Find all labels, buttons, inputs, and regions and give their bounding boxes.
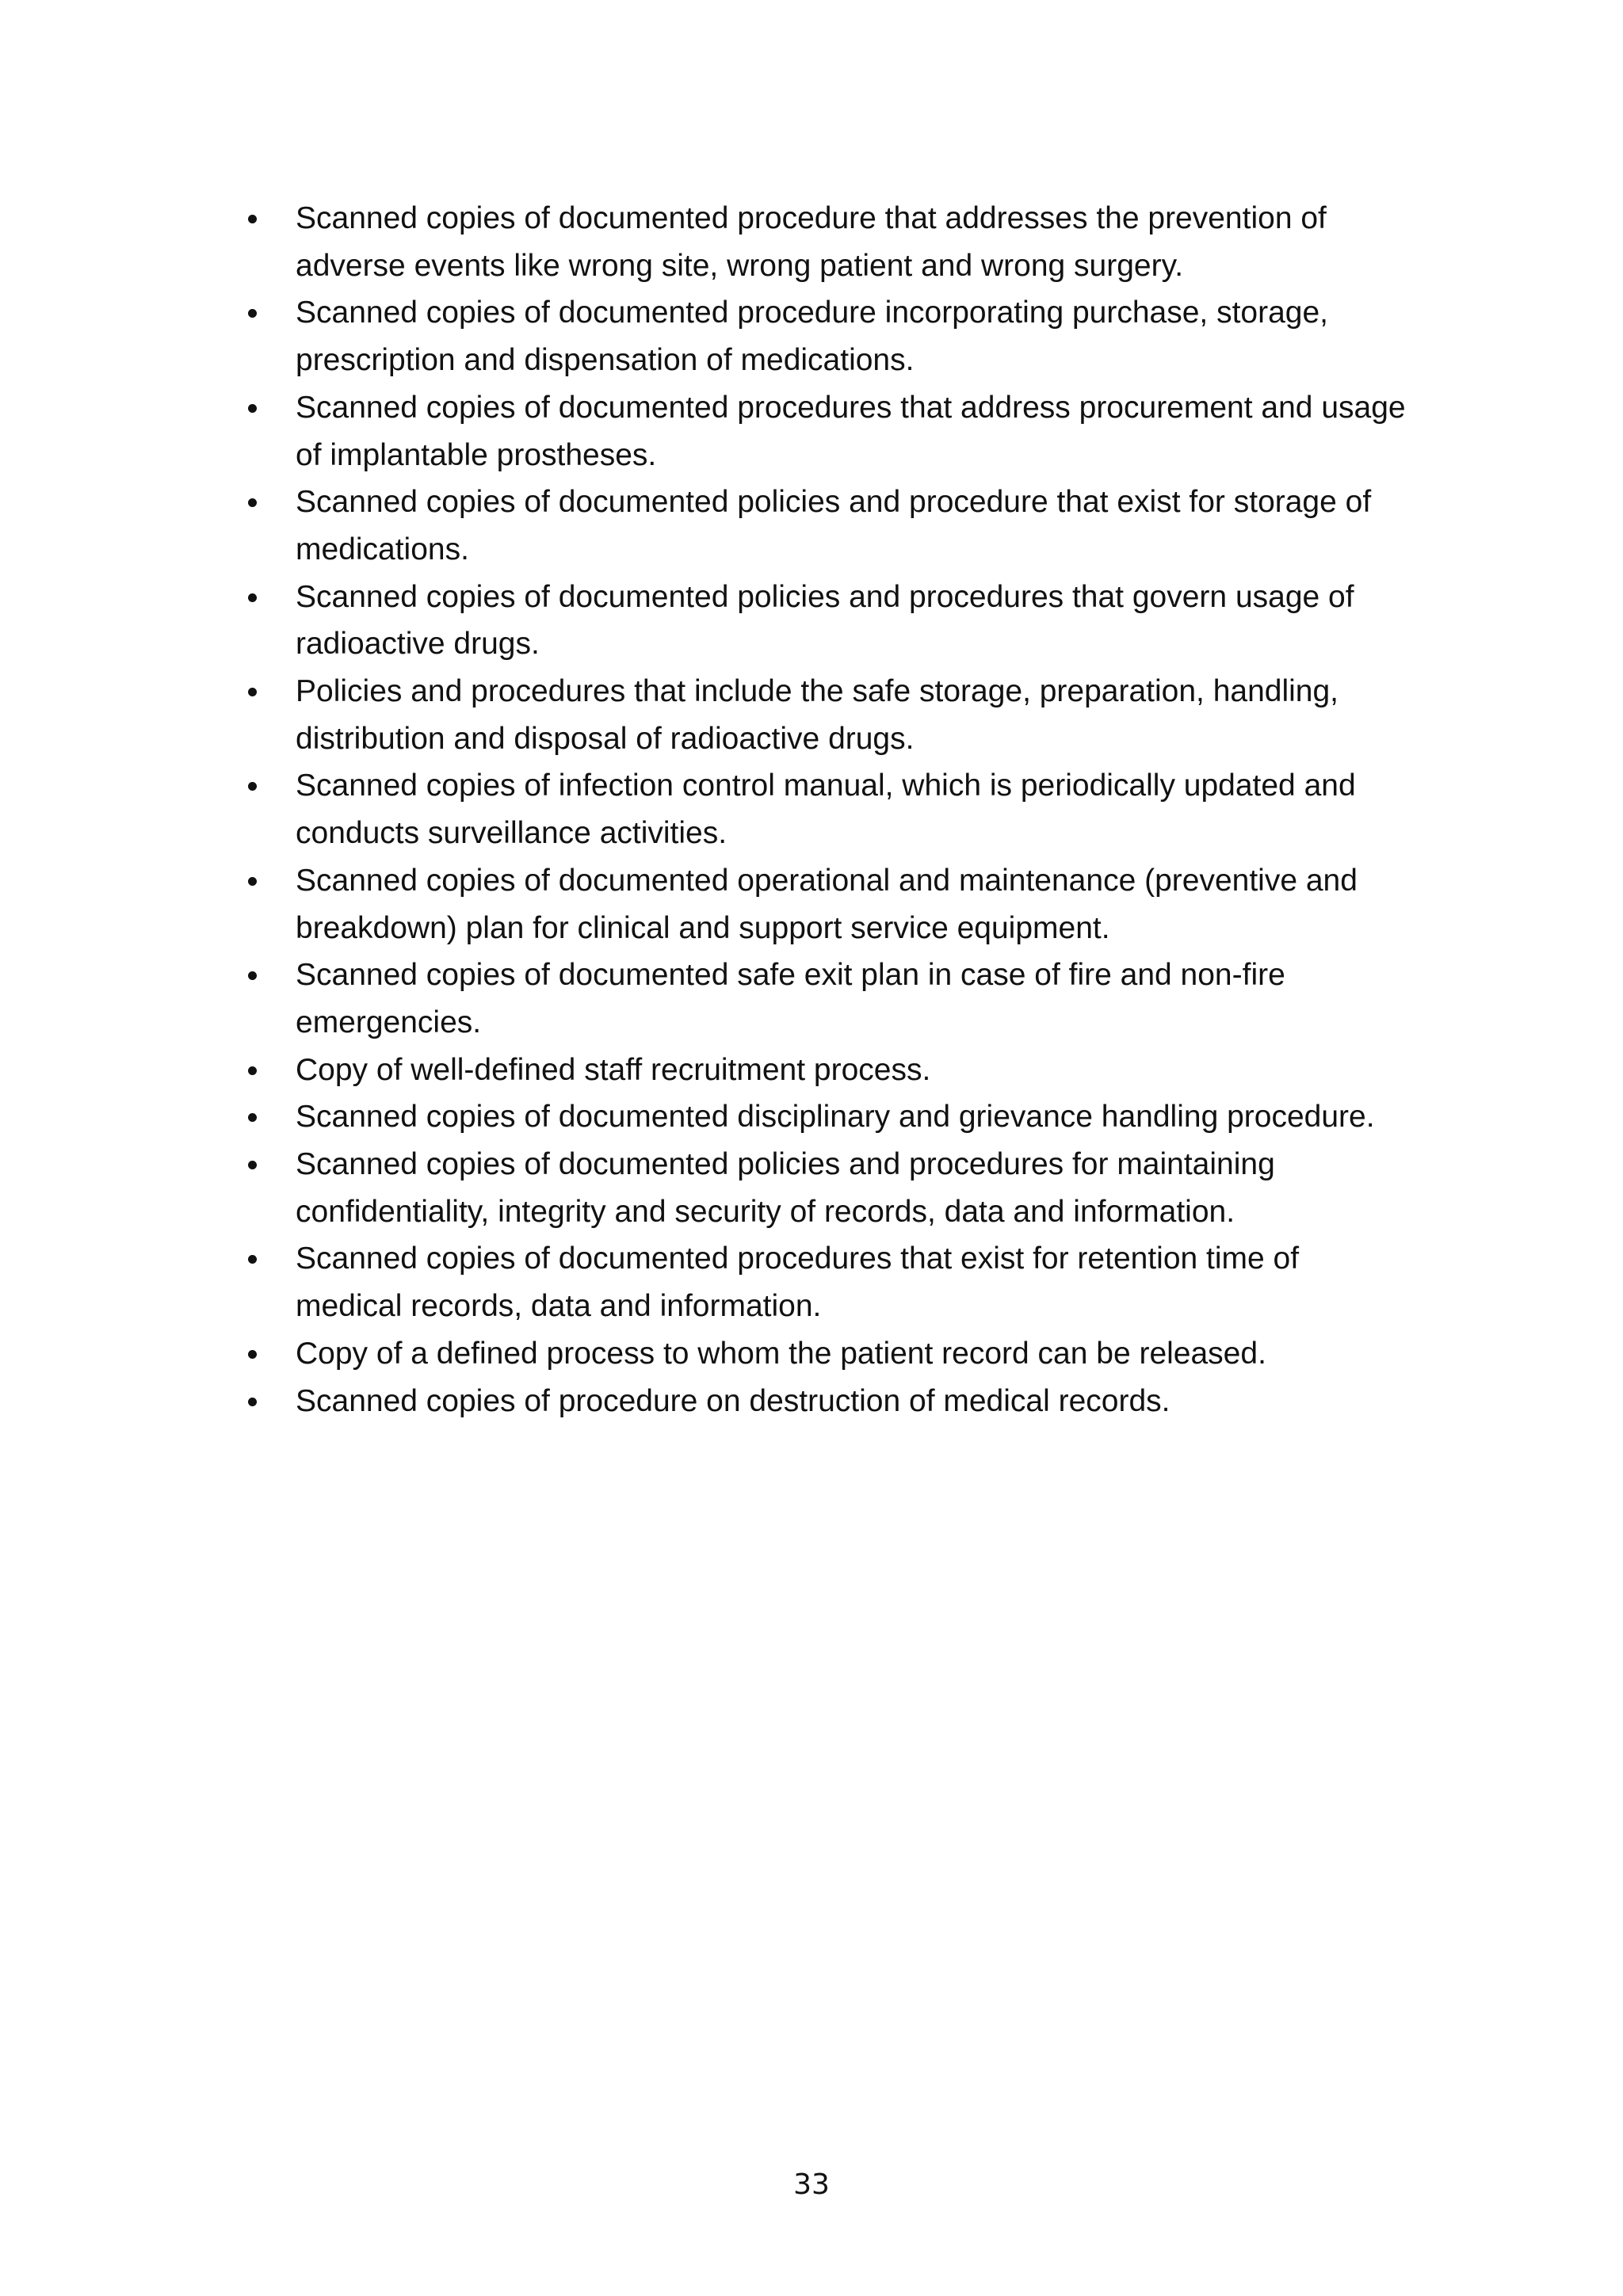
list-item (242, 384, 1406, 479)
list-item-line: Scanned copies of documented policies and procedures for maintaining (296, 1147, 1275, 1182)
list-item (242, 1330, 1400, 1378)
list-item-line: Scanned copies of documented policies and procedures that govern usage of (296, 579, 1354, 614)
bullet-icon (248, 971, 257, 980)
bullet-icon (248, 782, 257, 791)
list-item-line: Scanned copies of documented procedure that addresses the prevention of (296, 201, 1327, 235)
list-item (242, 195, 1400, 289)
list-item (242, 668, 1400, 762)
list-item (242, 1047, 1400, 1094)
list-item (242, 1235, 1400, 1329)
bullet-icon (248, 1161, 257, 1169)
list-item (242, 857, 1400, 952)
list-item (242, 289, 1400, 383)
list-item (242, 1141, 1400, 1235)
bullet-icon (248, 688, 257, 696)
list-item-line: Copy of well-defined staff recruitment process. (296, 1052, 931, 1087)
bullet-icon (248, 1398, 257, 1406)
list-item (242, 762, 1400, 856)
list-item-line: radioactive drugs. (296, 627, 540, 662)
list-item (242, 1378, 1400, 1425)
list-item-line: adverse events like wrong site, wrong patient and wrong surgery. (296, 248, 1184, 283)
list-item (242, 479, 1400, 573)
list-item-line: prescription and dispensation of medications. (296, 343, 915, 378)
list-item-line: Scanned copies of documented procedures that address procurement and usage (296, 390, 1406, 425)
list-item (242, 574, 1400, 668)
page-number: 33 (793, 2168, 830, 2201)
bullet-icon (248, 1066, 257, 1075)
list-item-line: Scanned copies of documented procedure incorporating purchase, storage, (296, 296, 1328, 330)
list-item (242, 952, 1400, 1046)
list-item-line: Scanned copies of procedure on destruction of medical records. (296, 1383, 1170, 1418)
list-item-line: Scanned copies of documented operational and maintenance (preventive and (296, 863, 1358, 898)
list-item-line: medical records, data and information. (296, 1289, 822, 1324)
list-item (242, 1093, 1400, 1141)
list-item-line: emergencies. (296, 1005, 482, 1039)
list-item-line: confidentiality, integrity and security of records, data and information. (296, 1194, 1235, 1229)
list-item-line: breakdown) plan for clinical and support service equipment. (296, 910, 1110, 945)
bullet-icon (248, 498, 257, 507)
bullet-list (242, 195, 1406, 1425)
list-item-line: of implantable prostheses. (296, 437, 657, 472)
list-item-line: Scanned copies of infection control manual, which is periodically updated and (296, 769, 1356, 803)
list-item-line: Copy of a defined process to whom the patient record can be released. (296, 1336, 1266, 1371)
list-item-line: conducts surveillance activities. (296, 816, 727, 851)
bullet-icon (248, 309, 257, 318)
list-item-line: Scanned copies of documented procedures that exist for retention time of (296, 1241, 1300, 1276)
bullet-icon (248, 1255, 257, 1264)
bullet-icon (248, 1350, 257, 1359)
list-item-line: distribution and disposal of radioactive drugs. (296, 721, 915, 756)
list-item-line: Scanned copies of documented policies and procedure that exist for storage of (296, 485, 1372, 520)
list-item-line: medications. (296, 532, 469, 566)
list-item-line: Scanned copies of documented safe exit plan in case of fire and non-fire (296, 958, 1285, 993)
list-item-line: Policies and procedures that include the safe storage, preparation, handling, (296, 674, 1339, 709)
bullet-icon (248, 593, 257, 602)
bullet-icon (248, 1113, 257, 1122)
bullet-icon (248, 215, 257, 223)
list-item-line: Scanned copies of documented disciplinary and grievance handling procedure. (296, 1100, 1375, 1135)
bullet-icon (248, 877, 257, 886)
bullet-icon (248, 404, 257, 413)
